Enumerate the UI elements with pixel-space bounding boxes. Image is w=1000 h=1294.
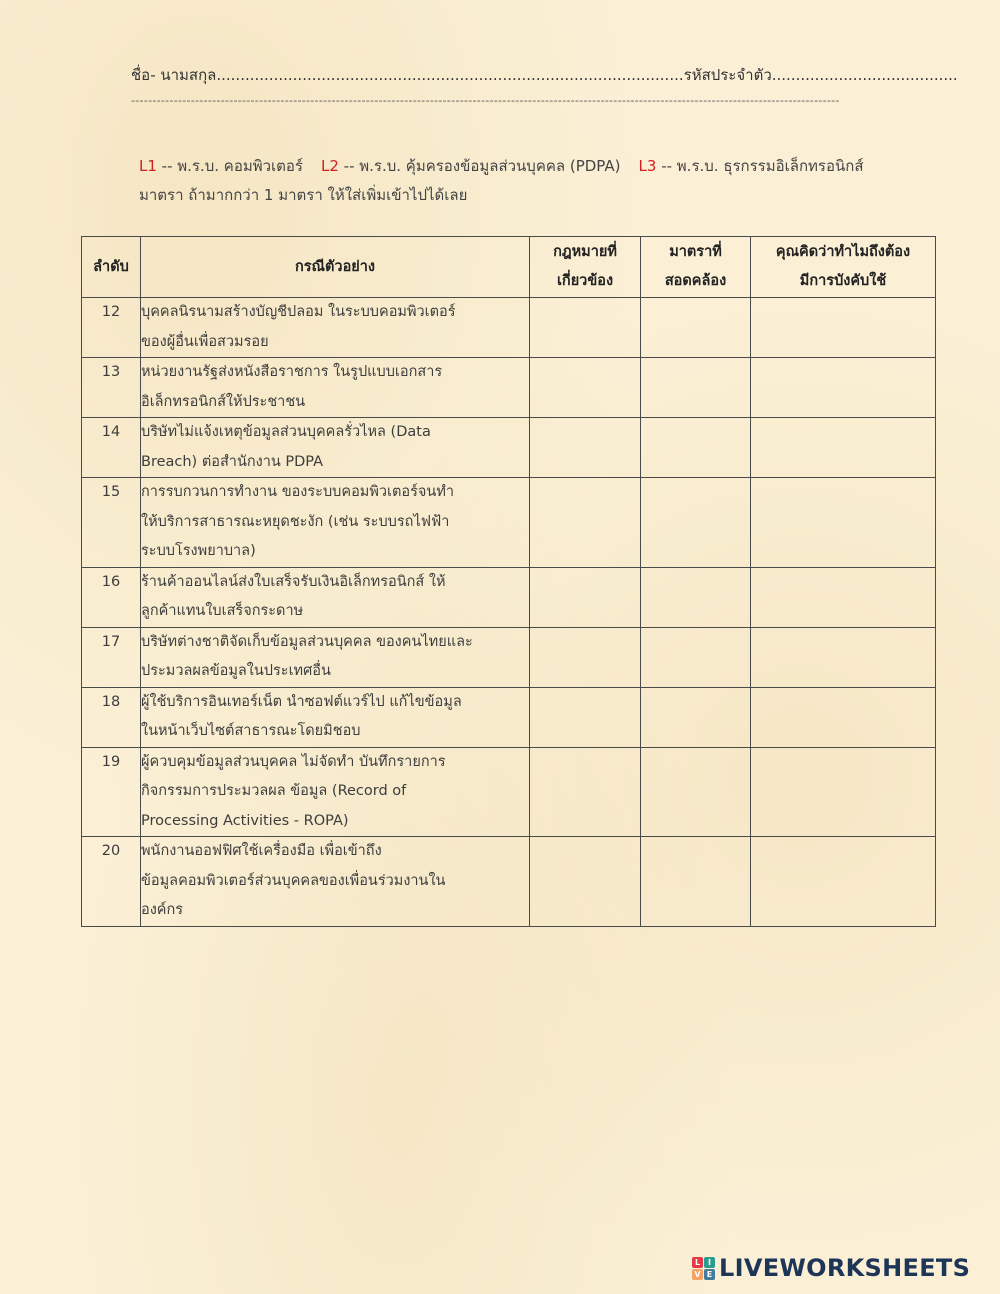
legend-note: มาตรา ถ้ามากกว่า 1 มาตรา ให้ใส่เพิ่มเข้าไปได้เลย xyxy=(139,186,468,204)
table-header-row xyxy=(82,237,936,298)
liveworksheets-logo xyxy=(692,1252,970,1284)
case-description-line: ข้อมูลคอมพิวเตอร์ส่วนบุคคลของเพื่อนร่วมงานใน xyxy=(141,872,446,889)
row-number: 12 xyxy=(82,298,141,358)
law-answer-cell[interactable] xyxy=(530,837,641,927)
legend-codes xyxy=(139,152,929,181)
header-section xyxy=(641,237,751,298)
legend-text-l2: -- พ.ร.บ. คุ้มครองข้อมูลส่วนบุคคล (PDPA) xyxy=(338,157,621,175)
section-answer-cell[interactable] xyxy=(641,298,751,358)
case-description-line: หน่วยงานรัฐส่งหนังสือราชการ ในรูปแบบเอกสาร xyxy=(141,364,443,380)
case-description-line: ผู้ควบคุมข้อมูลส่วนบุคคล ไม่จัดทำ บันทึกรายการ xyxy=(141,753,446,770)
section-answer-cell[interactable] xyxy=(641,747,751,837)
reason-answer-cell[interactable] xyxy=(751,837,936,927)
table-row xyxy=(82,567,936,627)
law-answer-cell[interactable] xyxy=(530,298,641,358)
row-number: 14 xyxy=(82,418,141,478)
header-reason xyxy=(751,237,936,298)
law-answer-cell[interactable] xyxy=(530,747,641,837)
reason-answer-cell[interactable] xyxy=(751,567,936,627)
table-row xyxy=(82,747,936,837)
header-case: กรณีตัวอย่าง xyxy=(141,237,530,298)
case-description xyxy=(141,627,530,687)
row-number: 17 xyxy=(82,627,141,687)
row-number: 19 xyxy=(82,747,141,837)
case-description-line: พนักงานออฟฟิศใช้เครื่องมือ เพื่อเข้าถึง xyxy=(141,843,382,859)
case-description-line: องค์กร xyxy=(141,902,184,918)
reason-answer-cell[interactable] xyxy=(751,358,936,418)
case-description xyxy=(141,747,530,837)
reason-answer-cell[interactable] xyxy=(751,747,936,837)
logo-badge-letter: E xyxy=(704,1269,715,1280)
case-description-line: บุคคลนิรนามสร้างบัญชีปลอม ในระบบคอมพิวเตอร์ xyxy=(141,304,456,320)
case-description-line: การรบกวนการทำงาน ของระบบคอมพิวเตอร์จนทำ xyxy=(141,484,455,500)
legend-code-l3: L3 xyxy=(638,157,657,175)
section-answer-cell[interactable] xyxy=(641,687,751,747)
cases-table xyxy=(81,236,936,927)
name-id-line: ชื่อ- นามสกุล..................................................................................................รหัสประจำตัว....................................... xyxy=(131,66,958,84)
legend-text-l1: -- พ.ร.บ. คอมพิวเตอร์ xyxy=(156,157,303,175)
case-description-line: ให้บริการสาธารณะหยุดชะงัก (เช่น ระบบรถไฟฟ้า xyxy=(141,513,450,530)
section-answer-cell[interactable] xyxy=(641,418,751,478)
case-description xyxy=(141,567,530,627)
table-row xyxy=(82,687,936,747)
case-description-line: ลูกค้าแทนใบเสร็จกระดาษ xyxy=(141,603,304,619)
separator-line: ---------------------------------------------------------------------------------------------------------------------------------------------------------------------- xyxy=(131,94,840,107)
reason-answer-cell[interactable] xyxy=(751,687,936,747)
logo-badge-letter: V xyxy=(692,1269,703,1280)
row-number: 15 xyxy=(82,478,141,568)
case-description xyxy=(141,478,530,568)
reason-answer-cell[interactable] xyxy=(751,478,936,568)
row-number: 13 xyxy=(82,358,141,418)
reason-answer-cell[interactable] xyxy=(751,418,936,478)
legend xyxy=(139,152,929,210)
logo-badge-letter: L xyxy=(692,1257,703,1268)
case-description-line: กิจกรรมการประมวลผล ข้อมูล (Record of xyxy=(141,783,407,799)
case-description-line: ผู้ใช้บริการอินเทอร์เน็ต นำซอฟต์แวร์ไป แก้ไขข้อมูล xyxy=(141,693,462,710)
header-reason-line2: มีการบังคับใช้ xyxy=(799,273,887,289)
legend-code-l1: L1 xyxy=(139,157,157,175)
header-section-line2: สอดคล้อง xyxy=(664,273,727,289)
case-description xyxy=(141,418,530,478)
case-description-line: ร้านค้าออนไลน์ส่งใบเสร็จรับเงินอิเล็กทรอนิกส์ ให้ xyxy=(141,573,446,590)
row-number: 18 xyxy=(82,687,141,747)
table-row xyxy=(82,358,936,418)
law-answer-cell[interactable] xyxy=(530,687,641,747)
section-answer-cell[interactable] xyxy=(641,837,751,927)
reason-answer-cell[interactable] xyxy=(751,627,936,687)
header-section-line1: มาตราที่ xyxy=(669,244,722,260)
case-description-line: ประมวลผลข้อมูลในประเทศอื่น xyxy=(141,663,331,679)
law-answer-cell[interactable] xyxy=(530,567,641,627)
header-no: ลำดับ xyxy=(82,237,141,298)
header-law-line2: เกี่ยวข้อง xyxy=(556,273,614,289)
case-description-line: บริษัทต่างชาติจัดเก็บข้อมูลส่วนบุคคล ของคนไทยและ xyxy=(141,633,473,650)
reason-answer-cell[interactable] xyxy=(751,298,936,358)
logo-badge-icon xyxy=(692,1257,715,1280)
law-answer-cell[interactable] xyxy=(530,627,641,687)
law-answer-cell[interactable] xyxy=(530,418,641,478)
section-answer-cell[interactable] xyxy=(641,627,751,687)
case-description-line: Breach) ต่อสำนักงาน PDPA xyxy=(141,453,324,470)
law-answer-cell[interactable] xyxy=(530,358,641,418)
table-row xyxy=(82,837,936,927)
case-description-line: อิเล็กทรอนิกส์ให้ประชาชน xyxy=(141,393,306,410)
section-answer-cell[interactable] xyxy=(641,478,751,568)
section-answer-cell[interactable] xyxy=(641,567,751,627)
case-description-line: Processing Activities - ROPA) xyxy=(141,812,349,829)
case-description-line: ระบบโรงพยาบาล) xyxy=(141,543,256,559)
section-answer-cell[interactable] xyxy=(641,358,751,418)
legend-text-l3: -- พ.ร.บ. ธุรกรรมอิเล็กทรอนิกส์ xyxy=(656,157,864,175)
law-answer-cell[interactable] xyxy=(530,478,641,568)
header-law-line1: กฎหมายที่ xyxy=(553,244,617,260)
table-row xyxy=(82,478,936,568)
legend-code-l2: L2 xyxy=(320,157,339,175)
table-row xyxy=(82,418,936,478)
row-number: 16 xyxy=(82,567,141,627)
logo-badge-letter: I xyxy=(704,1257,715,1268)
table-row xyxy=(82,627,936,687)
logo-text: LIVEWORKSHEETS xyxy=(719,1254,971,1282)
case-description xyxy=(141,837,530,927)
case-description-line: ของผู้อื่นเพื่อสวมรอย xyxy=(141,333,269,350)
case-description xyxy=(141,687,530,747)
row-number: 20 xyxy=(82,837,141,927)
header-law xyxy=(530,237,641,298)
table-row xyxy=(82,298,936,358)
header-reason-line1: คุณคิดว่าทำไมถึงต้อง xyxy=(775,244,911,260)
case-description-line: บริษัทไม่แจ้งเหตุข้อมูลส่วนบุคคลรั่วไหล (Data xyxy=(141,424,431,440)
case-description xyxy=(141,298,530,358)
case-description-line: ในหน้าเว็บไซต์สาธารณะโดยมิชอบ xyxy=(141,723,361,739)
case-description xyxy=(141,358,530,418)
